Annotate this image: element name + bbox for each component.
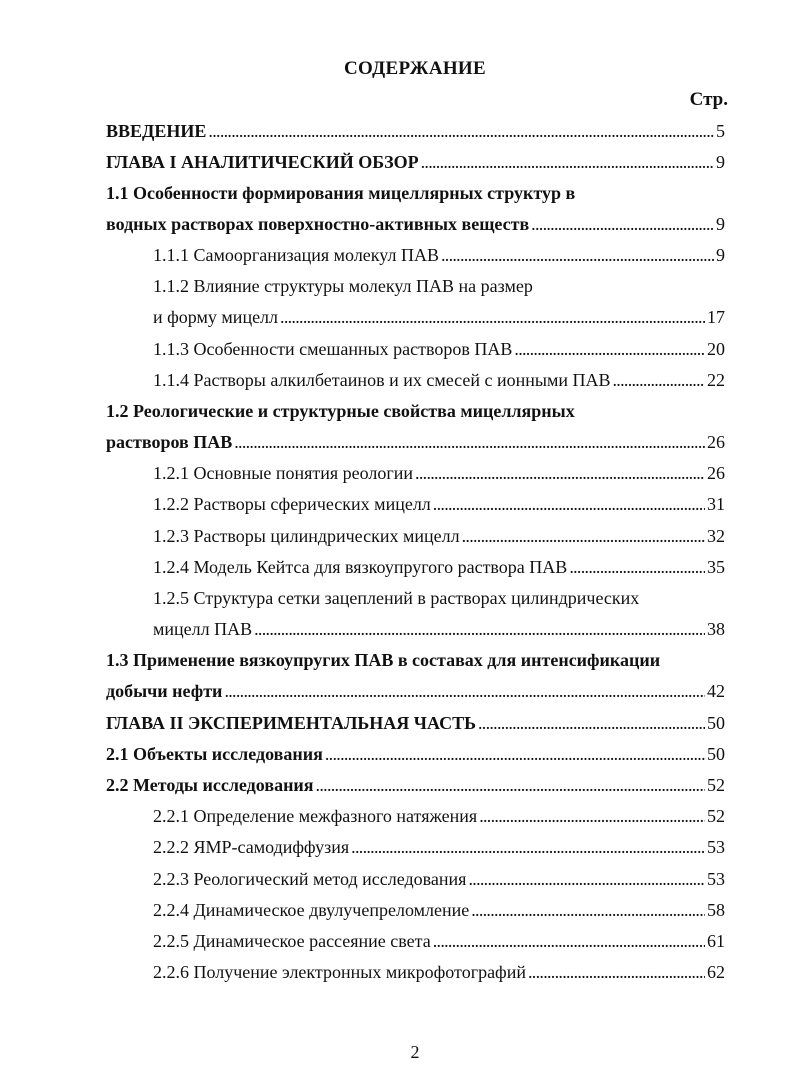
toc-entry-title: 1.1.4 Растворы алкилбетаинов и их смесей с ионными ПАВ	[153, 370, 611, 390]
toc-leader-dots	[478, 712, 705, 734]
toc-leader-dots	[433, 930, 705, 952]
toc-entry-title: 1.2.2 Растворы сферических мицелл	[153, 494, 431, 514]
toc-entry-page: 62	[707, 962, 725, 982]
toc-entry[interactable]	[106, 151, 725, 173]
toc-leader-dots	[531, 213, 714, 235]
toc-entry-page: 61	[707, 931, 725, 951]
toc-entry[interactable]	[153, 244, 725, 266]
toc-entry-title: ГЛАВА I АНАЛИТИЧЕСКИЙ ОБЗОР	[106, 152, 419, 172]
toc-entry-title: водных растворах поверхностно-активных веществ	[106, 214, 530, 234]
toc-leader-dots	[325, 743, 705, 765]
toc-entry[interactable]	[106, 743, 725, 765]
toc-entry-line1[interactable]: 1.1 Особенности формирования мицеллярных структур в	[106, 183, 576, 203]
toc-entry-title: 1.1.3 Особенности смешанных растворов ПАВ	[153, 339, 513, 359]
toc-entry-page: 50	[707, 744, 725, 764]
toc-entry-title: 2.2 Методы исследования	[106, 775, 314, 795]
toc-entry[interactable]	[153, 306, 725, 328]
toc-leader-dots	[528, 961, 705, 983]
toc-entry-title: 2.2.4 Динамическое двулучепреломление	[153, 900, 470, 920]
toc-entry-page: 5	[716, 121, 725, 141]
toc-leader-dots	[224, 680, 705, 702]
toc-entry-title: 1.2.4 Модель Кейтса для вязкоупругого раствора ПАВ	[153, 557, 568, 577]
toc-entry-title: 2.2.1 Определение межфазного натяжения	[153, 806, 478, 826]
toc-leader-dots	[351, 836, 705, 858]
toc-entry-page: 9	[716, 214, 725, 234]
toc-entry-title: 2.1 Объекты исследования	[106, 744, 323, 764]
toc-entry-title: 2.2.6 Получение электронных микрофотографий	[153, 962, 526, 982]
toc-leader-dots	[415, 462, 705, 484]
toc-entry-page: 32	[707, 526, 725, 546]
toc-leader-dots	[280, 306, 705, 328]
toc-entry-page: 52	[707, 806, 725, 826]
toc-entry-line1[interactable]: 1.1.2 Влияние структуры молекул ПАВ на размер	[153, 276, 533, 296]
toc-entry-title: 2.2.2 ЯМР-самодиффузия	[153, 837, 350, 857]
toc-entry-title: 1.2.1 Основные понятия реологии	[153, 463, 414, 483]
toc-entry[interactable]	[153, 369, 725, 391]
toc-entry[interactable]	[106, 431, 725, 453]
toc-entry[interactable]	[153, 556, 725, 578]
toc-entry[interactable]	[153, 618, 725, 640]
toc-entry[interactable]	[153, 525, 725, 547]
toc-entry-page: 20	[707, 339, 725, 359]
toc-entry[interactable]	[106, 680, 725, 702]
toc-entry-page: 26	[707, 463, 725, 483]
toc-leader-dots	[462, 525, 705, 547]
toc-entry-title: ВВЕДЕНИЕ	[106, 121, 207, 141]
toc-leader-dots	[316, 774, 705, 796]
toc-entry[interactable]	[153, 961, 725, 983]
toc-leader-dots	[613, 369, 706, 391]
toc-leader-dots	[234, 431, 705, 453]
toc-entry[interactable]	[153, 462, 725, 484]
toc-entry-page: 53	[707, 869, 725, 889]
toc-entry-title: 1.1.1 Самоорганизация молекул ПАВ	[153, 245, 439, 265]
toc-entry-page: 52	[707, 775, 725, 795]
toc-leader-dots	[208, 120, 714, 142]
toc-entry[interactable]	[153, 836, 725, 858]
toc-entry-page: 50	[707, 713, 725, 733]
toc-entry-title: 1.2.3 Растворы цилиндрических мицелл	[153, 526, 460, 546]
toc-entry[interactable]	[153, 805, 725, 827]
toc-entry-title: ГЛАВА II ЭКСПЕРИМЕНТАЛЬНАЯ ЧАСТЬ	[106, 713, 476, 733]
toc-entry-page: 53	[707, 837, 725, 857]
page-column-label: Стр.	[689, 89, 728, 110]
toc-entry[interactable]	[106, 712, 725, 734]
toc-leader-dots	[254, 618, 705, 640]
toc-entry-page: 42	[707, 681, 725, 701]
toc-leader-dots	[569, 556, 705, 578]
toc-entry[interactable]	[153, 493, 725, 515]
toc-entry-line1[interactable]: 1.2.5 Структура сетки зацеплений в растворах цилиндрических	[153, 588, 640, 608]
toc-entry[interactable]	[106, 120, 725, 142]
toc-leader-dots	[468, 868, 705, 890]
toc-entry-page: 9	[716, 152, 725, 172]
toc-entry-page: 31	[707, 494, 725, 514]
page-number: 2	[410, 1042, 420, 1062]
toc-entry[interactable]	[153, 930, 725, 952]
toc-entry-line1[interactable]: 1.2 Реологические и структурные свойства мицеллярных	[106, 401, 575, 421]
toc-entry-page: 22	[707, 370, 725, 390]
toc-entry[interactable]	[153, 899, 725, 921]
toc-entry-title: 2.2.5 Динамическое рассеяние света	[153, 931, 431, 951]
toc-entry[interactable]	[106, 774, 725, 796]
toc-entry-line1[interactable]: 1.3 Применение вязкоупругих ПАВ в составах для интенсификации	[106, 650, 661, 670]
toc-leader-dots	[433, 493, 705, 515]
toc-entry-page: 9	[716, 245, 725, 265]
toc-leader-dots	[421, 151, 714, 173]
toc-entry-page: 35	[707, 557, 725, 577]
toc-entry-title: и форму мицелл	[153, 307, 279, 327]
toc-entry-page: 58	[707, 900, 725, 920]
toc-entry-title: мицелл ПАВ	[153, 619, 253, 639]
toc-entry-title: 2.2.3 Реологический метод исследования	[153, 869, 467, 889]
toc-entry-page: 17	[707, 307, 725, 327]
toc-entry-page: 26	[707, 432, 725, 452]
toc-leader-dots	[479, 805, 705, 827]
toc-leader-dots	[471, 899, 705, 921]
page-title: СОДЕРЖАНИЕ	[344, 58, 486, 79]
toc-entry-title: добычи нефти	[106, 681, 223, 701]
toc-leader-dots	[441, 244, 714, 266]
toc-leader-dots	[514, 338, 705, 360]
toc-entry[interactable]	[153, 338, 725, 360]
toc-entry-title: растворов ПАВ	[106, 432, 233, 452]
toc-entry[interactable]	[153, 868, 725, 890]
toc-entry[interactable]	[106, 213, 725, 235]
toc-entry-page: 38	[707, 619, 725, 639]
